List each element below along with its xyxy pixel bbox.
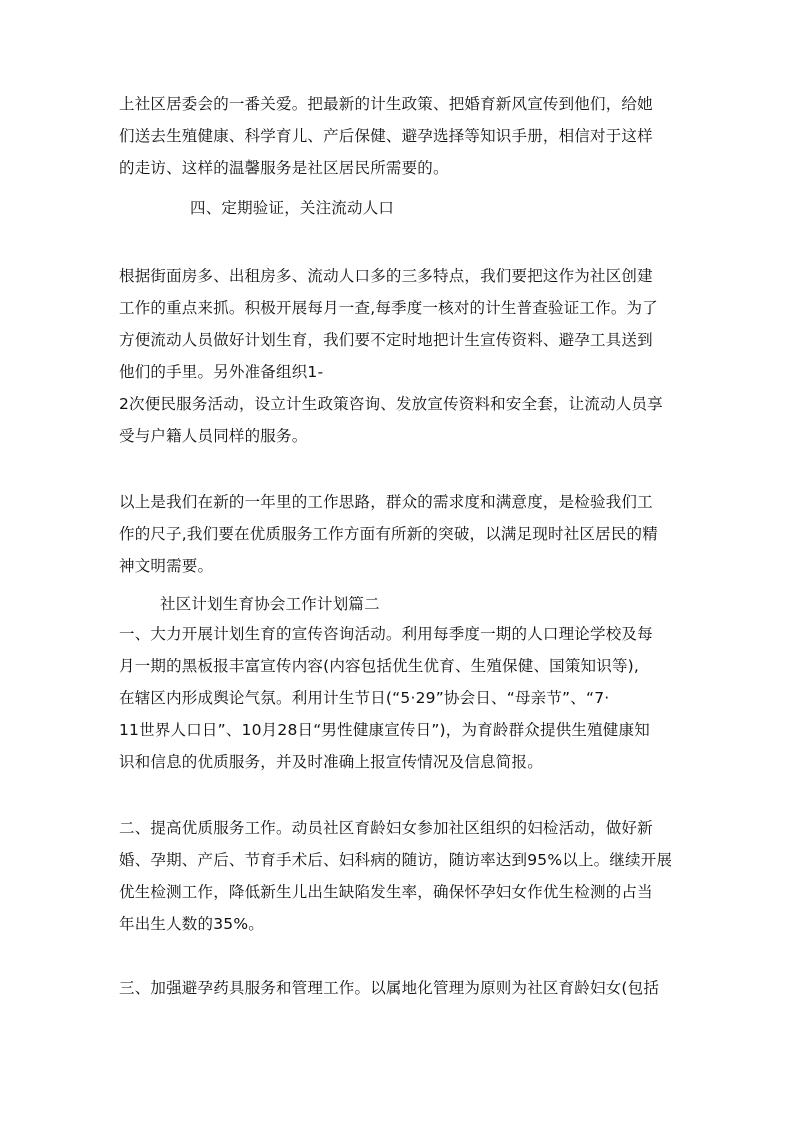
section-heading-4: 四、定期验证，关注流动人口 [190,199,395,217]
text-line: 三、加强避孕药具服务和管理工作。以属地化管理为原则为社区育龄妇女(包括 [119,979,660,997]
text-line: 他们的手里。另外准备组织1- [119,363,324,381]
text-line: 二、提高优质服务工作。动员社区育龄妇女参加社区组织的妇检活动，做好新 [119,819,653,837]
text-line: 年出生人数的35%。 [119,915,264,933]
text-line: 识和信息的优质服务，并及时准确上报宣传情况及信息简报。 [119,753,543,771]
text-line: 工作的重点来抓。积极开展每月一查,每季度一核对的计生普查验证工作。为了 [119,299,658,317]
text-line: 一、大力开展计划生育的宣传咨询活动。利用每季度一期的人口理论学校及每 [119,625,653,643]
plan-title-part-2: 社区计划生育协会工作计划篇二 [160,595,380,613]
text-line: 优生检测工作，降低新生儿出生缺陷发生率，确保怀孕妇女作优生检测的占当 [119,883,653,901]
text-line: 婚、孕期、产后、节育手术后、妇科病的随访，随访率达到95%以上。继续开展 [119,851,673,869]
text-line: 根据街面房多、出租房多、流动人口多的三多特点，我们要把这作为社区创建 [119,267,653,285]
text-line: 神文明需要。 [119,557,214,575]
text-line: 受与户籍人员同样的服务。 [119,427,308,445]
text-line: 11世界人口日”、10月28日“男性健康宣传日”)，为育龄群众提供生殖健康知 [119,721,650,739]
text-line: 方便流动人员做好计划生育，我们要不定时地把计生宣传资料、避孕工具送到 [119,331,653,349]
text-line: 们送去生殖健康、科学育儿、产后保健、避孕选择等知识手册，相信对于这样 [119,127,653,145]
text-line: 以上是我们在新的一年里的工作思路，群众的需求度和满意度，是检验我们工 [119,493,653,511]
text-line: 月一期的黑板报丰富宣传内容(内容包括优生优育、生殖保健、国策知识等), [119,657,640,675]
text-line: 2次便民服务活动，设立计生政策咨询、发放宣传资料和安全套，让流动人员享 [119,395,663,413]
text-line: 在辖区内形成舆论气氛。利用计生节日(“5·29”协会日、“母亲节”、“7· [119,689,610,707]
text-line: 的走访、这样的温馨服务是社区居民所需要的。 [119,159,449,177]
text-line: 上社区居委会的一番关爱。把最新的计生政策、把婚育新风宣传到他们，给她 [119,95,653,113]
text-line: 作的尺子,我们要在优质服务工作方面有所新的突破，以满足现时社区居民的精 [119,525,658,543]
